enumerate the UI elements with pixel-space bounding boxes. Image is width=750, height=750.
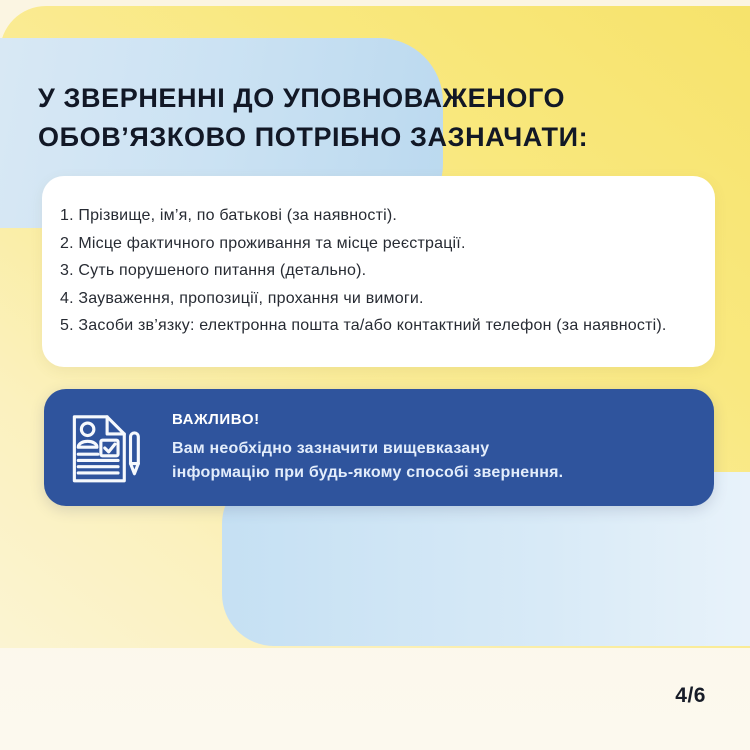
important-body-line1: Вам необхідно зазначити вищевказану [172,440,490,457]
page-title-line1: У ЗВЕРНЕННІ ДО УПОВНОВАЖЕНОГО [38,83,566,113]
page-title-line2: ОБОВ’ЯЗКОВО ПОТРІБНО ЗАЗНАЧАТИ: [38,122,589,152]
requirement-item-2: 2. Місце фактичного проживання та місце реєстрації. [60,234,466,252]
requirements-card [42,176,715,367]
important-body-line2: інформацію при будь-якому способі звернення. [172,464,564,481]
important-card-text [172,411,563,485]
important-card [44,389,714,506]
requirement-item-1: 1. Прізвище, ім’я, по батькові (за наявності). [60,207,398,224]
page-indicator: 4/6 [675,684,706,707]
document-pen-icon [66,409,142,487]
page-title [38,79,588,157]
requirement-item-5: 5. Засоби зв’язку: електронна пошта та/або контактний телефон (за наявності). [60,317,667,334]
requirement-item-3: 3. Суть порушеного питання (детально). [60,262,367,279]
important-heading: ВАЖЛИВО! [172,411,260,428]
requirement-item-4: 4. Зауваження, пропозиції, прохання чи вимоги. [60,289,424,307]
